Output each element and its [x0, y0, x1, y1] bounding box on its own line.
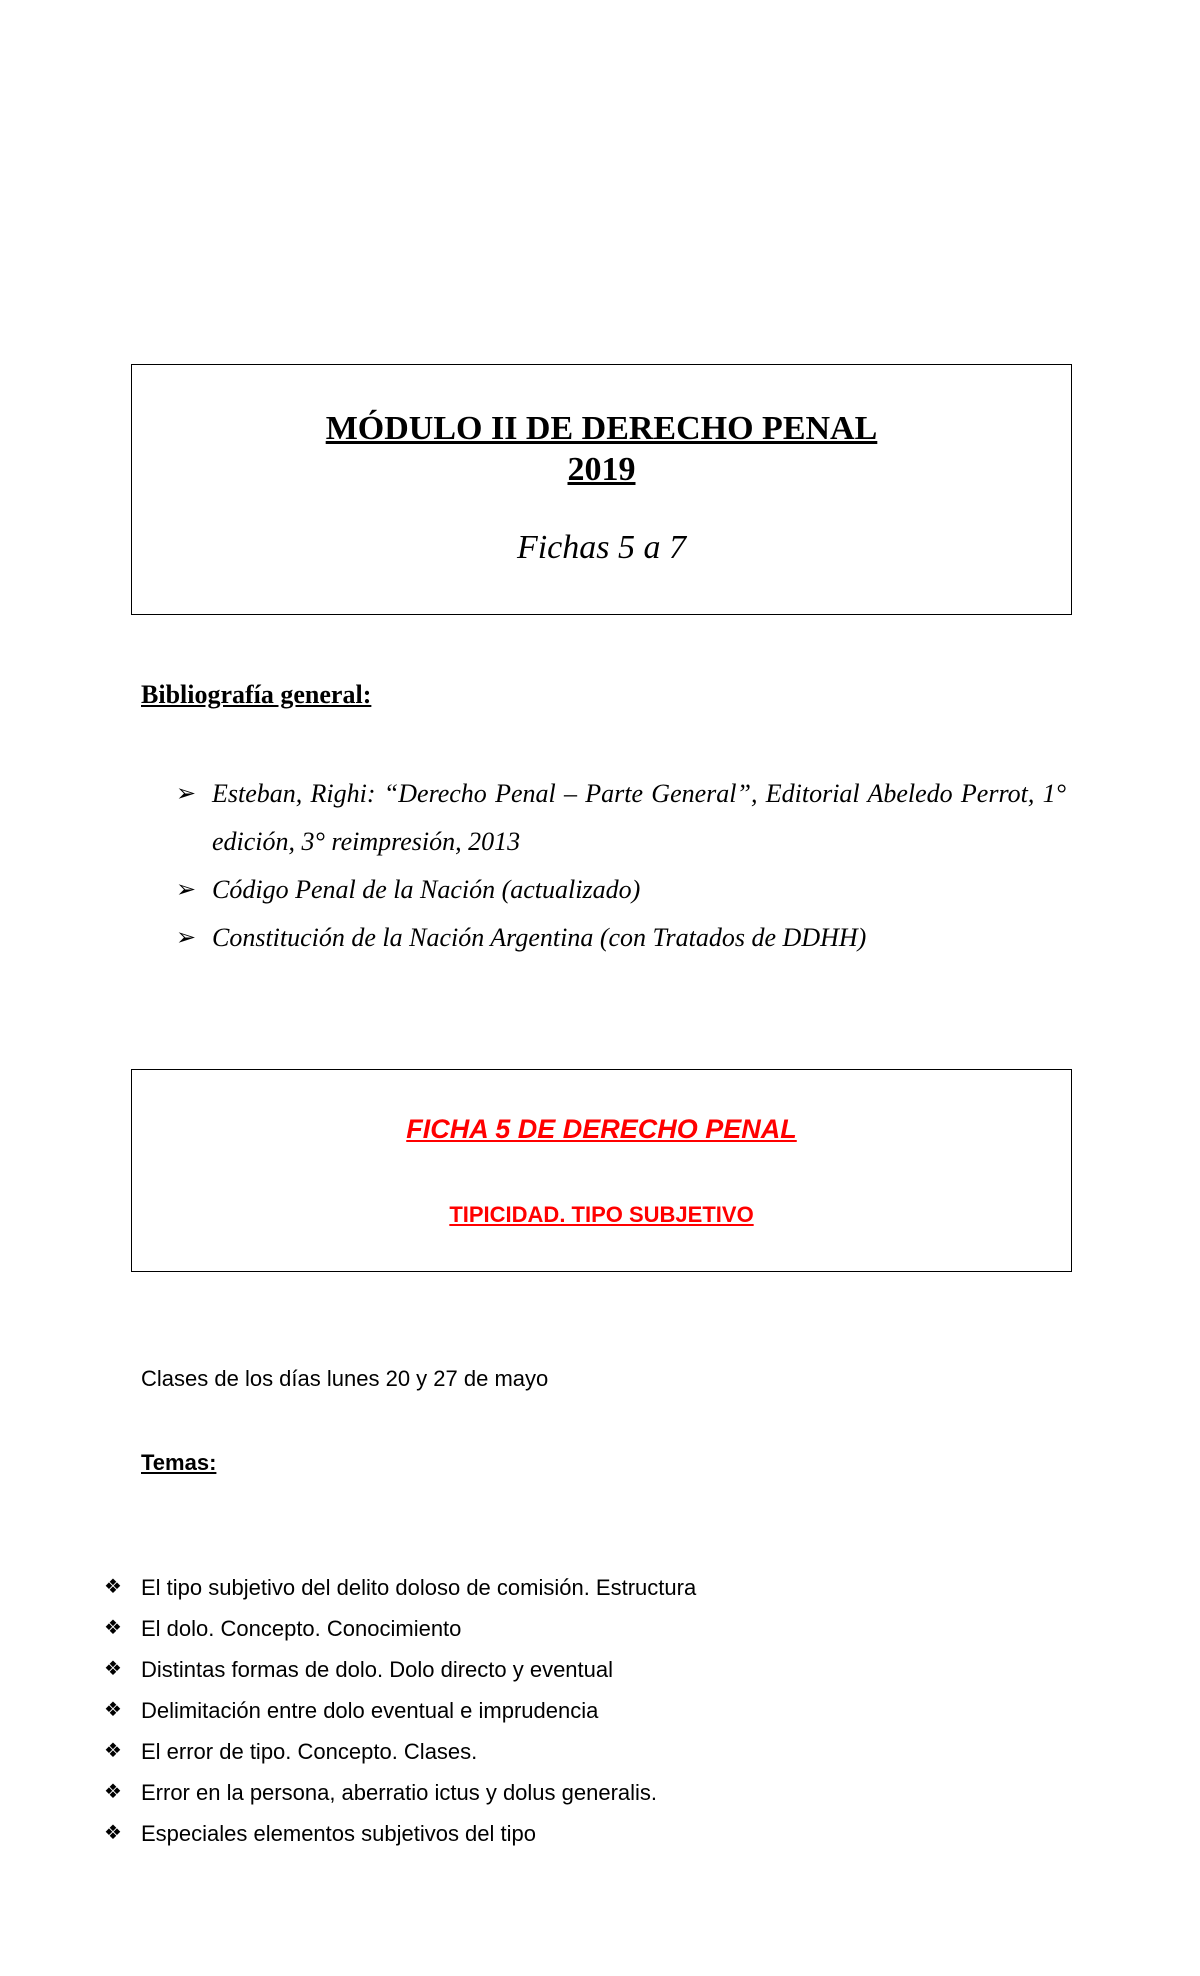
topic-text: El error de tipo. Concepto. Clases. — [141, 1739, 478, 1764]
topic-item — [104, 1690, 696, 1731]
topic-text: Especiales elementos subjetivos del tipo — [141, 1821, 537, 1846]
topic-item — [104, 1813, 696, 1854]
topic-text: Distintas formas de dolo. Dolo directo y eventual — [141, 1657, 614, 1682]
bibliography-item — [176, 770, 1066, 866]
arrow-bullet-icon: ➢ — [176, 925, 197, 951]
bibliography-item — [176, 914, 1066, 962]
arrow-bullet-icon: ➢ — [176, 877, 197, 903]
ficha-subtitle: TIPICIDAD. TIPO SUBJETIVO — [449, 1202, 754, 1227]
diamond-bullet-icon: ❖ — [104, 1822, 122, 1844]
diamond-bullet-icon: ❖ — [104, 1658, 122, 1680]
bibliography-item — [176, 866, 1066, 914]
ficha-title: FICHA 5 DE DERECHO PENAL — [406, 1114, 797, 1144]
bibliography-item-text: Constitución de la Nación Argentina (con Tratados de DDHH) — [212, 923, 867, 952]
diamond-bullet-icon: ❖ — [104, 1781, 122, 1803]
module-title: MÓDULO II DE DERECHO PENAL — [325, 410, 878, 447]
module-year: 2019 — [567, 451, 636, 488]
bibliography-item-text: Código Penal de la Nación (actualizado) — [212, 875, 641, 904]
bibliography-list — [176, 770, 1066, 962]
topic-text: Error en la persona, aberratio ictus y dolus generalis. — [141, 1780, 658, 1805]
classes-date-text: Clases de los días lunes 20 y 27 de mayo — [141, 1366, 549, 1391]
topic-text: El dolo. Concepto. Conocimiento — [141, 1616, 462, 1641]
diamond-bullet-icon: ❖ — [104, 1740, 122, 1762]
topics-list — [104, 1567, 696, 1854]
topic-item — [104, 1608, 696, 1649]
diamond-bullet-icon: ❖ — [104, 1617, 122, 1639]
arrow-bullet-icon: ➢ — [176, 781, 197, 807]
topic-item — [104, 1731, 696, 1772]
topic-item — [104, 1772, 696, 1813]
topic-item — [104, 1649, 696, 1690]
topic-text: El tipo subjetivo del delito doloso de comisión. Estructura — [141, 1575, 697, 1600]
topics-heading: Temas: — [141, 1450, 217, 1475]
topic-text: Delimitación entre dolo eventual e imprudencia — [141, 1698, 599, 1723]
module-subtitle: Fichas 5 a 7 — [516, 529, 687, 566]
topic-item — [104, 1567, 696, 1608]
bibliography-heading: Bibliografía general: — [141, 680, 372, 709]
bibliography-item-text: Esteban, Righi: “Derecho Penal – Parte General”, Editorial Abeledo Perrot, 1° edición, 3° reimpresión, 2013 — [212, 779, 1066, 856]
module-title-box — [131, 364, 1072, 615]
diamond-bullet-icon: ❖ — [104, 1576, 122, 1598]
ficha-box — [131, 1069, 1072, 1272]
diamond-bullet-icon: ❖ — [104, 1699, 122, 1721]
